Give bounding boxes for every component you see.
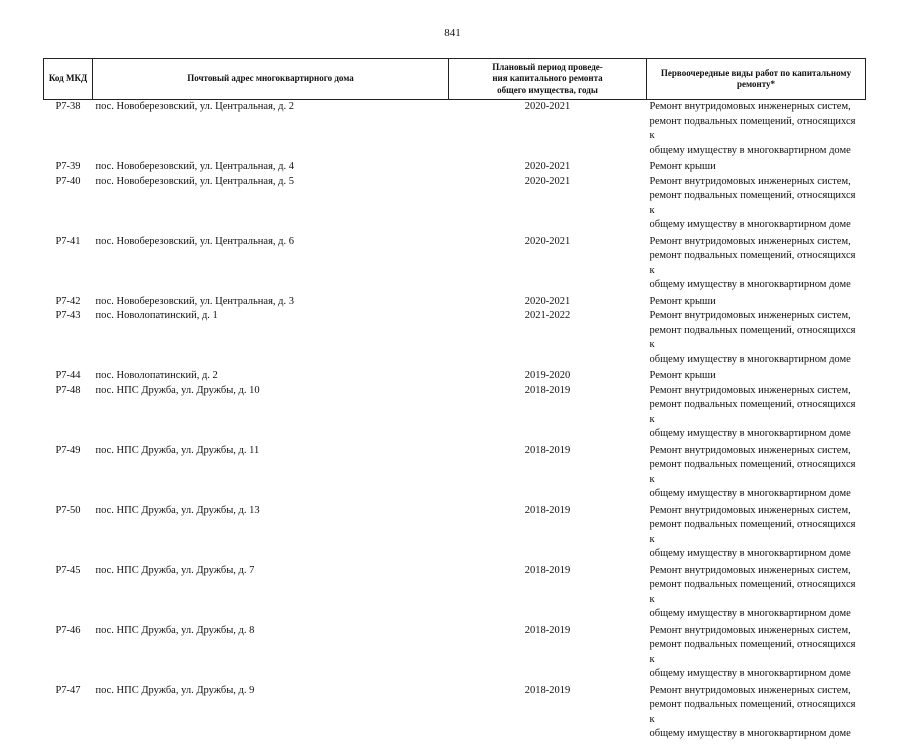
cell-period: 2018-2019 xyxy=(524,624,571,636)
cell-code: Р7-49 xyxy=(55,444,81,456)
cell-code: Р7-45 xyxy=(55,564,81,576)
table-row xyxy=(44,504,866,564)
table-row xyxy=(44,175,866,235)
cell-period: 2020-2021 xyxy=(524,175,571,187)
cell-period: 2018-2019 xyxy=(524,564,571,576)
cell-period: 2020-2021 xyxy=(524,235,571,247)
table-row xyxy=(44,309,866,369)
cell-works: Ремонт крыши xyxy=(649,161,716,172)
table-row xyxy=(44,444,866,504)
cell-works: Ремонт внутридомовых инженерных систем, ремонт подвальных помещений, относящихся к общему имуществу в многоквартирном доме xyxy=(649,175,856,230)
cell-works: Ремонт внутридомовых инженерных систем, ремонт подвальных помещений, относящихся к общему имуществу в многоквартирном доме xyxy=(649,444,856,499)
table-row xyxy=(44,295,866,310)
header-period: Плановый период проведе- ния капитального ремонта общего имущества, годы xyxy=(449,59,647,100)
cell-address: пос. Новоберезовский, ул. Центральная, д. 2 xyxy=(95,101,294,112)
table-row xyxy=(44,384,866,444)
table-header xyxy=(44,59,866,100)
cell-works: Ремонт крыши xyxy=(649,370,716,381)
cell-period: 2020-2021 xyxy=(524,161,571,172)
cell-period: 2021-2022 xyxy=(524,310,571,321)
cell-address: пос. НПС Дружба, ул. Дружбы, д. 9 xyxy=(95,684,255,696)
cell-works: Ремонт внутридомовых инженерных систем, ремонт подвальных помещений, относящихся к общему имуществу в многоквартирном доме xyxy=(649,384,856,439)
cell-code: Р7-47 xyxy=(55,684,81,696)
cell-works: Ремонт внутридомовых инженерных систем, ремонт подвальных помещений, относящихся к общему имуществу в многоквартирном доме xyxy=(649,101,856,156)
cell-address: пос. Новолопатинский, д. 1 xyxy=(95,310,218,321)
cell-works: Ремонт внутридомовых инженерных систем, ремонт подвальных помещений, относящихся к общему имуществу в многоквартирном доме xyxy=(649,235,856,290)
header-code: Код МКД xyxy=(44,59,93,100)
table-row xyxy=(44,684,866,744)
repair-schedule-table xyxy=(43,58,866,744)
cell-works: Ремонт внутридомовых инженерных систем, ремонт подвальных помещений, относящихся к общему имуществу в многоквартирном доме xyxy=(649,310,856,365)
table-row xyxy=(44,160,866,175)
table-row xyxy=(44,624,866,684)
cell-period: 2018-2019 xyxy=(524,444,571,456)
table-row xyxy=(44,100,866,161)
cell-code: Р7-48 xyxy=(55,384,81,396)
table-row xyxy=(44,369,866,384)
cell-code: Р7-41 xyxy=(55,235,81,247)
cell-address: пос. НПС Дружба, ул. Дружбы, д. 7 xyxy=(95,564,255,576)
cell-period: 2018-2019 xyxy=(524,504,571,516)
header-address: Почтовый адрес многоквартирного дома xyxy=(93,59,449,100)
cell-address: пос. Новоберезовский, ул. Центральная, д. 3 xyxy=(95,295,294,307)
cell-period: 2018-2019 xyxy=(524,684,571,696)
header-works: Первоочередные виды работ по капитальному ремонту* xyxy=(647,59,866,100)
table-row xyxy=(44,235,866,295)
cell-address: пос. НПС Дружба, ул. Дружбы, д. 10 xyxy=(95,384,260,396)
cell-address: пос. НПС Дружба, ул. Дружбы, д. 11 xyxy=(95,444,260,456)
cell-period: 2019-2020 xyxy=(524,370,571,381)
cell-works: Ремонт крыши xyxy=(649,295,716,307)
cell-code: Р7-44 xyxy=(55,370,81,381)
table-row xyxy=(44,564,866,624)
table-body xyxy=(44,100,866,744)
cell-code: Р7-42 xyxy=(55,295,81,307)
cell-address: пос. Новоберезовский, ул. Центральная, д. 6 xyxy=(95,235,294,247)
cell-code: Р7-43 xyxy=(55,310,81,321)
cell-address: пос. НПС Дружба, ул. Дружбы, д. 8 xyxy=(95,624,255,636)
cell-period: 2018-2019 xyxy=(524,384,571,396)
cell-address: пос. Новолопатинский, д. 2 xyxy=(95,370,218,381)
cell-works: Ремонт внутридомовых инженерных систем, ремонт подвальных помещений, относящихся к общему имуществу в многоквартирном доме xyxy=(649,564,856,619)
cell-code: Р7-40 xyxy=(55,175,81,187)
cell-code: Р7-46 xyxy=(55,624,81,636)
cell-works: Ремонт внутридомовых инженерных систем, ремонт подвальных помещений, относящихся к общему имуществу в многоквартирном доме xyxy=(649,504,856,559)
page-number: 841 xyxy=(444,27,461,39)
cell-address: пос. Новоберезовский, ул. Центральная, д. 4 xyxy=(95,161,294,172)
cell-works: Ремонт внутридомовых инженерных систем, ремонт подвальных помещений, относящихся к общему имуществу в многоквартирном доме xyxy=(649,624,856,679)
cell-works: Ремонт внутридомовых инженерных систем, ремонт подвальных помещений, относящихся к общему имуществу в многоквартирном доме xyxy=(649,684,856,739)
cell-period: 2020-2021 xyxy=(524,101,571,112)
cell-address: пос. Новоберезовский, ул. Центральная, д. 5 xyxy=(95,175,294,187)
cell-code: Р7-39 xyxy=(55,161,81,172)
cell-code: Р7-50 xyxy=(55,504,81,516)
cell-code: Р7-38 xyxy=(55,101,81,112)
cell-period: 2020-2021 xyxy=(524,295,571,307)
cell-address: пос. НПС Дружба, ул. Дружбы, д. 13 xyxy=(95,504,260,516)
